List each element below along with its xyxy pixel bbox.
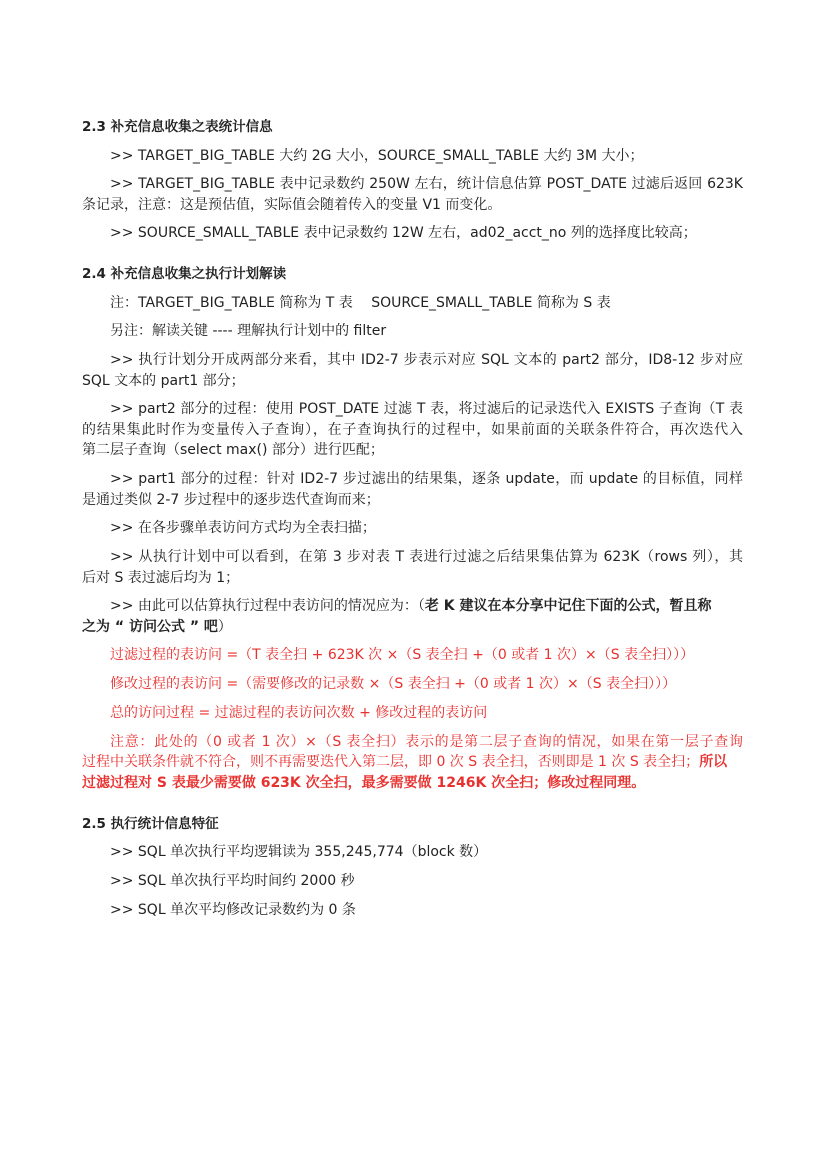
s23-paragraph-2-line-2: 条记录，注意：这是预估值，实际值会随着传入的变量 V1 而变化。	[82, 197, 502, 213]
red-note-line-3: 过滤过程对 S 表最少需要做 623K 次全扫，最多需要做 1246K 次全扫；修改过程同理。	[82, 775, 646, 791]
red-note-plain: 过程中关联条件就不符合，则不再需要迭代入第二层，即 0 次 S 表全扫，否则即是 1 次 S 表全扫；	[82, 754, 700, 770]
red-note-bold-start: 所以	[699, 754, 728, 770]
red-note-line-1: 注意：此处的（0 或者 1 次）×（S 表全扫）表示的是第二层子查询的情况，如果在第一层子查询	[110, 734, 743, 750]
s25-paragraph-2: >> SQL 单次执行平均时间约 2000 秒	[110, 873, 355, 889]
s24-paragraph-5-line-1: >> 从执行计划中可以看到，在第 3 步对表 T 表进行过滤之后结果集估算为 623K（rows 列），其	[110, 549, 743, 565]
formula-update-access: 修改过程的表访问 =（需要修改的记录数 ×（S 表全扫 +（0 或者 1 次）×（S 表全扫）））	[110, 676, 677, 692]
s24-paragraph-6-line-2	[82, 617, 827, 637]
s24-paragraph-2-line-1: >> part2 部分的过程：使用 POST_DATE 过滤 T 表，将过滤后的记录迭代入 EXISTS 子查询（T 表	[110, 401, 743, 417]
s24-paragraph-1-line-2: SQL 文本的 part1 部分；	[82, 373, 245, 389]
s24-paragraph-4: >> 在各步骤单表访问方式均为全表扫描；	[110, 520, 376, 536]
section-heading-2-4: 2.4 补充信息收集之执行计划解读	[82, 266, 287, 282]
section-heading-2-3: 2.3 补充信息收集之表统计信息	[82, 119, 273, 135]
s25-paragraph-1: >> SQL 单次执行平均逻辑读为 355,245,774（block 数）	[110, 844, 488, 860]
s24-paragraph-1-line-1: >> 执行计划分开成两部分来看，其中 ID2-7 步表示对应 SQL 文本的 part2 部分，ID8-12 步对应	[110, 352, 743, 368]
s24-paragraph-6-bold-end: 之为 “ 访问公式 ” 吧	[82, 619, 218, 635]
s24-paragraph-3-line-2: 是通过类似 2-7 步过程中的逐步迭代查询而来；	[82, 492, 380, 508]
s24-paragraph-6-line-1	[110, 596, 743, 616]
s24-note-2: 另注：解读关键 ---- 理解执行计划中的 filter	[110, 323, 387, 339]
s24-paragraph-3-line-1: >> part1 部分的过程：针对 ID2-7 步过滤出的结果集，逐条 update，而 update 的目标值，同样	[110, 471, 743, 487]
s24-paragraph-6-plain: >> 由此可以估算执行过程中表访问的情况应为：（	[110, 598, 425, 614]
s24-paragraph-5-line-2: 后对 S 表过滤后均为 1；	[82, 570, 240, 586]
formula-filter-access: 过滤过程的表访问 =（T 表全扫 + 623K 次 ×（S 表全扫 +（0 或者 1 次）×（S 表全扫）））	[110, 647, 695, 663]
s23-paragraph-3: >> SOURCE_SMALL_TABLE 表中记录数约 12W 左右，ad02_acct_no 列的选择度比较高；	[110, 225, 697, 241]
s23-paragraph-1: >> TARGET_BIG_TABLE 大约 2G 大小，SOURCE_SMALL_TABLE 大约 3M 大小；	[110, 148, 644, 164]
section-heading-2-5: 2.5 执行统计信息特征	[82, 816, 219, 832]
s24-paragraph-6-bold: 老 K 建议在本分享中记住下面的公式，暂且称	[424, 598, 712, 614]
red-note-line-2	[82, 752, 827, 772]
s24-paragraph-2-line-3: 第二层子查询（select max() 部分）进行匹配；	[82, 442, 384, 458]
s24-paragraph-6-close: ）	[217, 619, 232, 635]
s23-paragraph-2-line-1: >> TARGET_BIG_TABLE 表中记录数约 250W 左右，统计信息估算 POST_DATE 过滤后返回 623K	[110, 176, 743, 192]
formula-total-access: 总的访问过程 = 过滤过程的表访问次数 + 修改过程的表访问	[110, 705, 488, 721]
s24-note-1: 注：TARGET_BIG_TABLE 简称为 T 表 SOURCE_SMALL_TABLE 简称为 S 表	[110, 295, 611, 311]
s25-paragraph-3: >> SQL 单次平均修改记录数约为 0 条	[110, 902, 356, 918]
s24-paragraph-2-line-2: 的结果集此时作为变量传入子查询），在子查询执行的过程中，如果前面的关联条件符合，再次迭代入	[82, 422, 743, 438]
